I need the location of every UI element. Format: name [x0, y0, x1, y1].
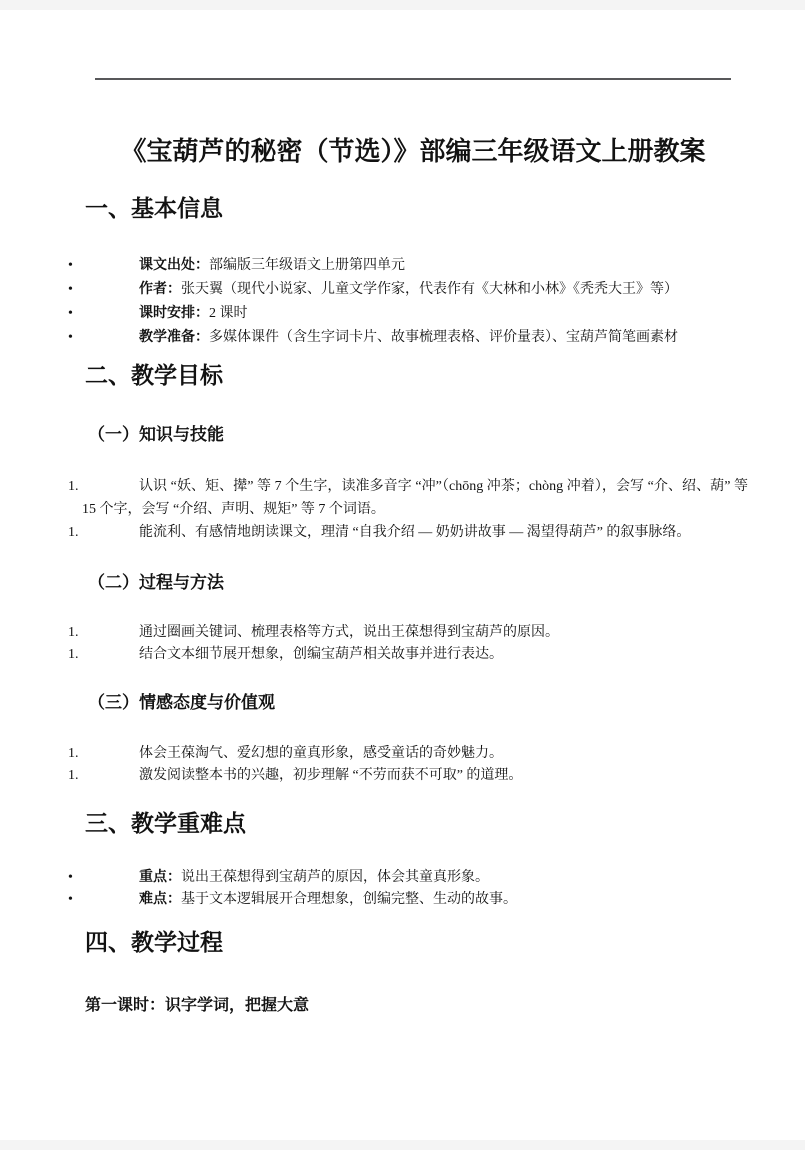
list-item-text: 激发阅读整本书的兴趣，初步理解 “不劳而获不可取” 的道理。: [139, 768, 523, 783]
bullet-marker: •: [68, 282, 73, 297]
item-label: 作者：: [139, 282, 181, 297]
item-label: 课时安排：: [139, 306, 209, 321]
method-objectives-list: [60, 622, 748, 666]
list-item: [60, 867, 748, 889]
knowledge-objectives-list: [60, 475, 748, 544]
item-value: 张天翼（现代小说家、儿童文学作家，代表作有《大林和小林》《秃秃大王》等）: [181, 282, 678, 297]
section-heading-basic-info: 一、基本信息: [85, 196, 223, 221]
item-label: 教学准备：: [139, 330, 209, 345]
item-value: 基于文本逻辑展开合理想象，创编完整、生动的故事。: [181, 892, 517, 907]
list-item: [60, 743, 748, 765]
subsection-heading-emotion: （三）情感态度与价值观: [88, 693, 275, 712]
list-item-text: 结合文本细节展开想象，创编宝葫芦相关故事并进行表达。: [139, 647, 503, 662]
header-divider: [95, 78, 731, 80]
bullet-marker: •: [68, 892, 73, 907]
list-item: [60, 765, 748, 787]
list-item: [60, 326, 748, 350]
list-item-text: [82, 278, 748, 302]
item-value: 2 课时: [209, 306, 248, 321]
item-value: 说出王葆想得到宝葫芦的原因，体会其童真形象。: [181, 870, 489, 885]
list-number: 1.: [68, 768, 79, 783]
list-item: [60, 254, 748, 278]
bullet-marker: •: [68, 306, 73, 321]
item-label: 重点：: [139, 870, 181, 885]
list-item-text: [82, 302, 748, 326]
bullet-marker: •: [68, 258, 73, 273]
key-points-list: [60, 867, 748, 911]
bullet-marker: •: [68, 330, 73, 345]
list-number: 1.: [68, 525, 79, 540]
list-number: 1.: [68, 647, 79, 662]
list-number: 1.: [68, 625, 79, 640]
list-item: [60, 889, 748, 911]
basic-info-list: [60, 254, 748, 350]
item-value: 多媒体课件（含生字词卡片、故事梳理表格、评价量表）、宝葫芦简笔画素材: [209, 330, 678, 345]
emotion-objectives-list: [60, 743, 748, 787]
list-item: [60, 622, 748, 644]
document-page: [0, 10, 805, 1140]
item-label: 课文出处：: [139, 258, 209, 273]
list-number: 1.: [68, 479, 79, 494]
list-item-text: [82, 889, 748, 911]
item-value: 部编版三年级语文上册第四单元: [209, 258, 405, 273]
section-heading-process: 四、教学过程: [85, 930, 223, 955]
list-item-text: 通过圈画关键词、梳理表格等方式，说出王葆想得到宝葫芦的原因。: [139, 625, 559, 640]
list-item: [60, 302, 748, 326]
list-item-text: [82, 326, 748, 350]
lesson1-heading: 第一课时：识字学词，把握大意: [85, 997, 310, 1014]
item-label: 难点：: [139, 892, 181, 907]
bullet-marker: •: [68, 870, 73, 885]
list-item: [60, 521, 748, 544]
list-item-text: 体会王葆淘气、爱幻想的童真形象，感受童话的奇妙魅力。: [139, 746, 503, 761]
list-item-text: [82, 867, 748, 889]
section-heading-objectives: 二、教学目标: [85, 363, 223, 388]
subsection-heading-knowledge: （一）知识与技能: [88, 425, 224, 444]
list-item: [60, 644, 748, 666]
list-item-text: 能流利、有感情地朗读课文，理清 “自我介绍 — 奶奶讲故事 — 渴望得葫芦” 的叙事脉络。: [139, 525, 691, 540]
list-item: [60, 475, 748, 521]
list-number: 1.: [68, 746, 79, 761]
list-item-text: [82, 254, 748, 278]
list-item-text: 认识 “妖、矩、撵” 等 7 个生字，读准多音字 “冲”（chōng 冲茶；chòng 冲着），会写 “介、绍、葫” 等 15 个字，会写 “介绍、声明、规矩” 等 7 个词语。: [82, 479, 748, 517]
list-item: [60, 278, 748, 302]
document-title: 《宝葫芦的秘密（节选）》部编三年级语文上册教案: [120, 137, 706, 166]
section-heading-key-points: 三、教学重难点: [85, 811, 246, 836]
subsection-heading-method: （二）过程与方法: [88, 573, 224, 592]
